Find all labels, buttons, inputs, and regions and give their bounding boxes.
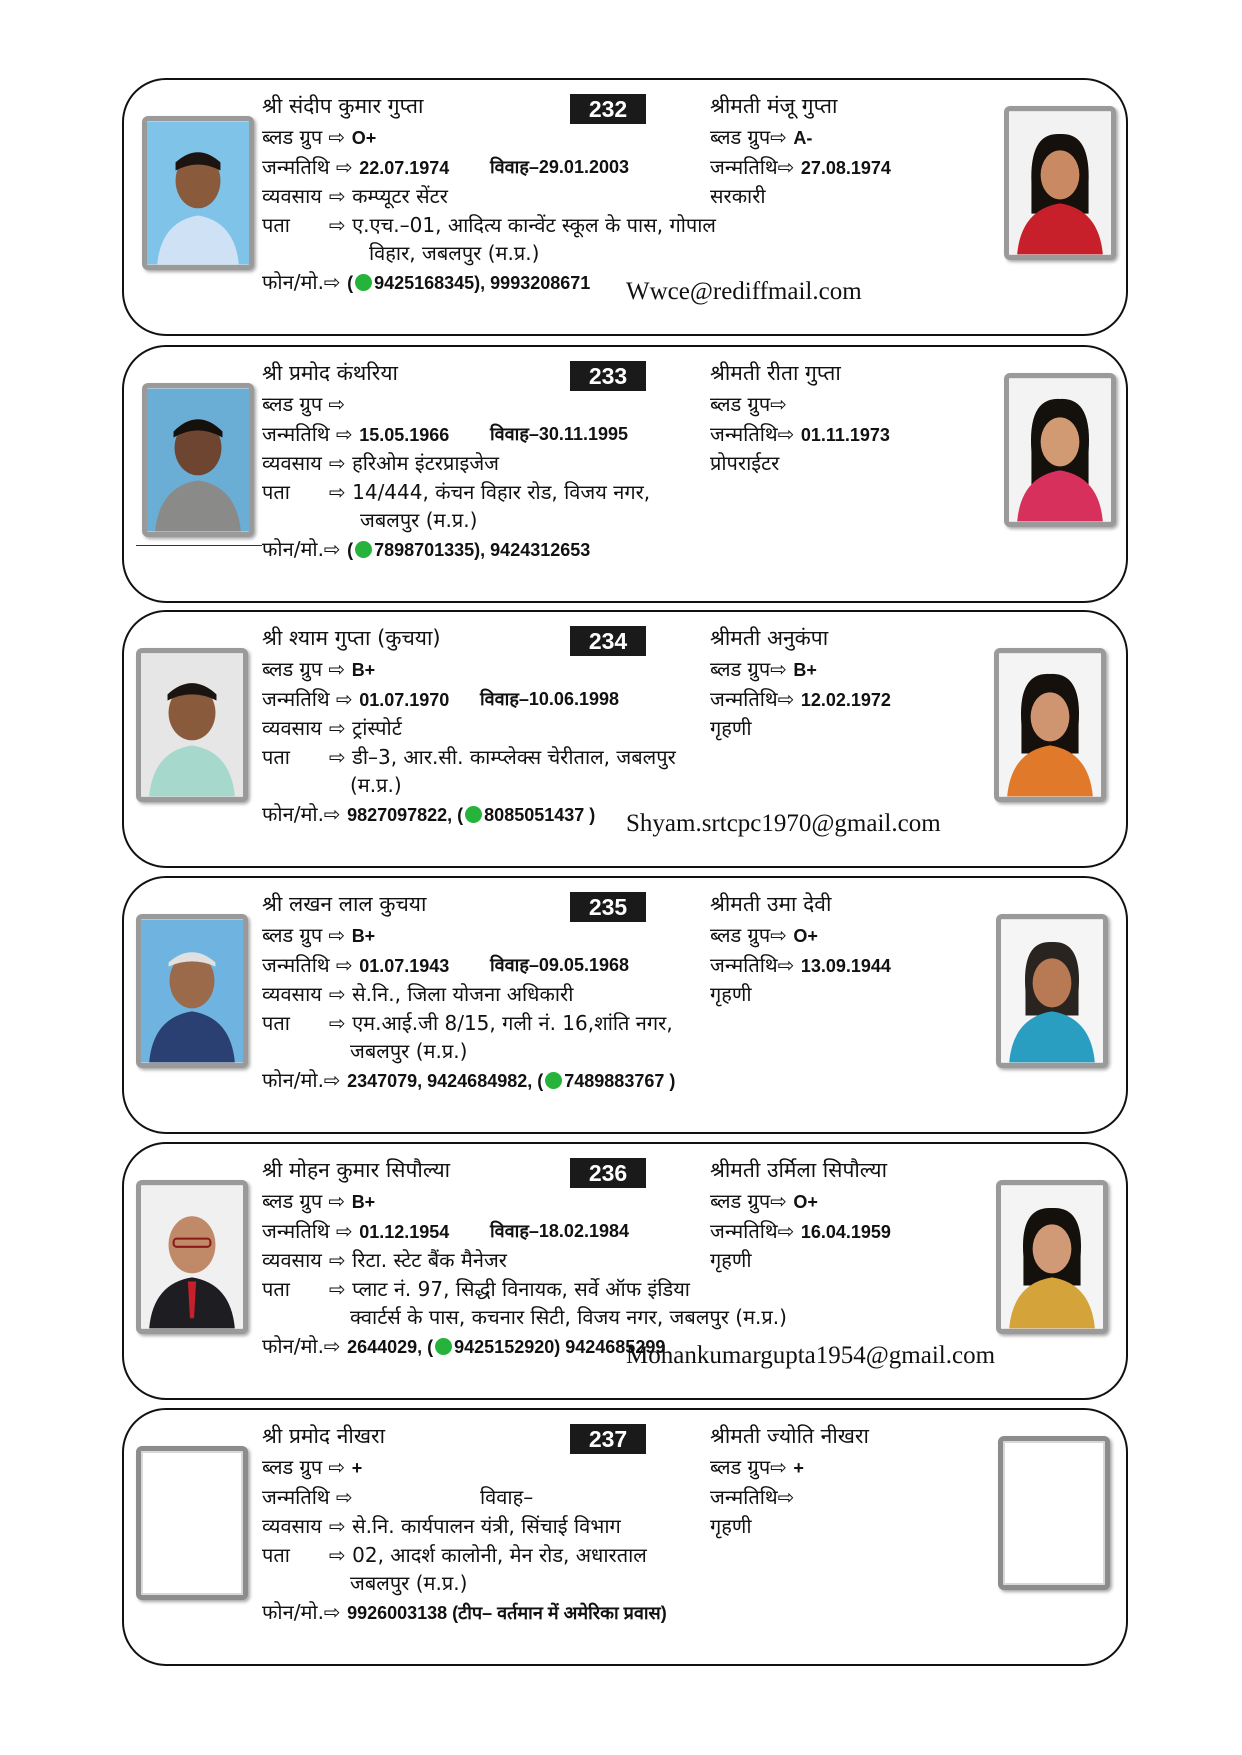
marriage-date: विवाह–30.11.1995 — [490, 424, 629, 444]
husband-blood-group — [262, 392, 345, 417]
phone-row — [262, 1600, 667, 1625]
dob-label: जन्मतिथि⇨ — [710, 422, 795, 446]
address-line-1: ⇨ प्लाट नं. 97, सिद्धी विनायक, सर्वे ऑफ इंडिया — [329, 1277, 690, 1301]
husband-name: श्री श्याम गुप्ता (कुचया) — [262, 626, 441, 650]
member-number: 232 — [570, 94, 646, 124]
husband-photo-placeholder — [136, 1446, 248, 1600]
dob-value: 15.05.1966 — [359, 425, 450, 445]
wife-photo-placeholder — [998, 1436, 1110, 1590]
wife-name: श्रीमती मंजू गुप्ता — [710, 94, 838, 118]
dob-label: जन्मतिथि⇨ — [710, 1219, 795, 1243]
marriage-date: विवाह–29.01.2003 — [490, 157, 629, 177]
phone-post: 8085051437 ) — [484, 805, 596, 825]
blood-label: ब्लड ग्रुप ⇨ — [262, 392, 346, 416]
occupation-label: व्यवसाय — [262, 1248, 322, 1272]
husband-occupation: ⇨ कम्प्यूटर सेंटर — [329, 184, 448, 208]
dob-value: 01.07.1943 — [359, 956, 450, 976]
marriage-date: विवाह–10.06.1998 — [480, 689, 619, 709]
phone-label: फोन/मो.⇨ — [262, 802, 341, 826]
member-number: 233 — [570, 361, 646, 391]
husband-blood-group — [262, 125, 376, 150]
husband-name: श्री प्रमोद नीखरा — [262, 1424, 386, 1448]
dob-value: 16.04.1959 — [800, 1222, 891, 1242]
phone-post: 7898701335), 9424312653 — [374, 540, 591, 560]
blood-label: ब्लड ग्रुप ⇨ — [262, 1455, 346, 1479]
wife-photo — [996, 1180, 1108, 1334]
phone-row — [262, 270, 590, 295]
marriage-date: विवाह– — [480, 1485, 534, 1509]
husband-dob — [262, 155, 449, 180]
email: Mohankumargupta1954@gmail.com — [626, 1342, 996, 1369]
phone-label: फोन/मो.⇨ — [262, 1334, 341, 1358]
blood-value: O+ — [793, 1192, 818, 1212]
member-number: 235 — [570, 892, 646, 922]
wife-blood-group — [710, 1455, 804, 1480]
husband-dob — [262, 1219, 449, 1244]
marriage-date: विवाह–09.05.1968 — [490, 955, 629, 975]
blood-value: O+ — [351, 128, 377, 148]
phone-post: 9425152920) 9424685299 — [454, 1337, 666, 1357]
address-line-1: ⇨ 02, आदर्श कालोनी, मेन रोड, अधारताल — [329, 1543, 647, 1567]
address-label: पता — [262, 1277, 290, 1301]
address-line-2: क्वार्टर्स के पास, कचनार सिटी, विजय नगर, जबलपुर (म.प्र.) — [350, 1305, 787, 1329]
occupation-label: व्यवसाय — [262, 184, 322, 208]
wife-photo — [994, 648, 1106, 802]
dob-value: 13.09.1944 — [800, 956, 891, 976]
address-line-2: विहार, जबलपुर (म.प्र.) — [369, 241, 540, 265]
occupation-label: व्यवसाय — [262, 982, 322, 1006]
wife-blood-group — [710, 1189, 818, 1214]
dob-label: जन्मतिथि⇨ — [710, 1485, 795, 1509]
wife-photo — [996, 914, 1108, 1068]
wife-blood-group — [710, 392, 787, 417]
wife-name: श्रीमती रीता गुप्ता — [710, 361, 841, 385]
wife-photo — [1004, 106, 1116, 260]
wife-blood-group — [710, 125, 812, 150]
wife-blood-group — [710, 657, 817, 682]
address-line-2: जबलपुर (म.प्र.) — [350, 1571, 468, 1595]
dob-label: जन्मतिथि ⇨ — [262, 155, 353, 179]
phone-label: फोन/मो.⇨ — [262, 1600, 341, 1624]
blood-label: ब्लड ग्रुप ⇨ — [262, 1189, 346, 1213]
blood-value: B+ — [351, 1192, 376, 1212]
husband-photo — [136, 648, 248, 802]
whatsapp-icon — [465, 806, 482, 823]
occupation-label: व्यवसाय — [262, 716, 322, 740]
blood-label: ब्लड ग्रुप ⇨ — [262, 923, 346, 947]
whatsapp-icon — [355, 274, 372, 291]
dob-value: 12.02.1972 — [800, 690, 891, 710]
member-card — [122, 1142, 1128, 1400]
wife-occupation: गृहणी — [710, 982, 752, 1006]
blood-label: ब्लड ग्रुप⇨ — [710, 1455, 787, 1479]
wife-occupation: गृहणी — [710, 1248, 752, 1272]
member-card — [122, 78, 1128, 336]
wife-occupation: गृहणी — [710, 716, 752, 740]
blood-label: ब्लड ग्रुप⇨ — [710, 923, 787, 947]
member-card — [122, 876, 1128, 1134]
wife-blood-group — [710, 923, 818, 948]
phone-pre: 2347079, 9424684982, ( — [347, 1071, 544, 1091]
husband-occupation: ⇨ रिटा. स्टेट बैंक मैनेजर — [329, 1248, 507, 1272]
wife-name: श्रीमती ज्योति नीखरा — [710, 1424, 869, 1448]
address-line-1: ⇨ डी–3, आर.सी. काम्प्लेक्स चेरीताल, जबलपुर — [329, 745, 676, 769]
dob-label: जन्मतिथि⇨ — [710, 687, 795, 711]
member-card — [122, 345, 1128, 603]
blood-label: ब्लड ग्रुप⇨ — [710, 657, 787, 681]
whatsapp-icon — [435, 1338, 452, 1355]
husband-dob — [262, 422, 449, 447]
dob-label: जन्मतिथि⇨ — [710, 953, 795, 977]
wife-dob — [710, 422, 890, 447]
address-line-2: (म.प्र.) — [350, 773, 402, 797]
phone-row — [262, 802, 595, 827]
whatsapp-icon — [355, 541, 372, 558]
member-number: 237 — [570, 1424, 646, 1454]
dob-value: 01.07.1970 — [359, 690, 450, 710]
husband-name: श्री लखन लाल कुचया — [262, 892, 427, 916]
blood-label: ब्लड ग्रुप⇨ — [710, 125, 787, 149]
marriage-date: विवाह–18.02.1984 — [490, 1221, 629, 1241]
husband-occupation: ⇨ से.नि., जिला योजना अधिकारी — [329, 982, 574, 1006]
address-line-1: ⇨ ए.एच.–01, आदित्य कान्वेंट स्कूल के पास, गोपाल — [329, 213, 716, 237]
husband-blood-group — [262, 1189, 375, 1214]
blood-label: ब्लड ग्रुप ⇨ — [262, 125, 346, 149]
occupation-label: व्यवसाय — [262, 451, 322, 475]
husband-photo — [142, 383, 254, 537]
address-line-2: जबलपुर (म.प्र.) — [360, 508, 478, 532]
wife-dob — [710, 687, 891, 712]
husband-blood-group — [262, 923, 375, 948]
husband-occupation: ⇨ से.नि. कार्यपालन यंत्री, सिंचाई विभाग — [329, 1514, 621, 1538]
blood-value: B+ — [793, 660, 817, 680]
member-number: 236 — [570, 1158, 646, 1188]
wife-photo — [1004, 373, 1116, 527]
blood-value: B+ — [351, 660, 376, 680]
blood-value: A- — [793, 128, 813, 148]
dob-label: जन्मतिथि⇨ — [710, 155, 795, 179]
husband-occupation: ⇨ हरिओम इंटरप्राइजेज — [329, 451, 500, 475]
wife-occupation: गृहणी — [710, 1514, 752, 1538]
phone-row — [262, 1068, 675, 1093]
email: Shyam.srtcpc1970@gmail.com — [626, 810, 941, 837]
divider — [136, 545, 262, 546]
member-card — [122, 1408, 1128, 1666]
wife-dob — [710, 1485, 794, 1509]
dob-label: जन्मतिथि ⇨ — [262, 953, 353, 977]
phone-row — [262, 1334, 665, 1359]
whatsapp-icon — [545, 1072, 562, 1089]
dob-value: 01.12.1954 — [359, 1222, 450, 1242]
phone-post: 7489883767 ) — [564, 1071, 676, 1091]
blood-value: O+ — [793, 926, 818, 946]
member-number: 234 — [570, 626, 646, 656]
dob-value: 22.07.1974 — [359, 158, 450, 178]
husband-dob — [262, 953, 449, 978]
address-label: पता — [262, 1011, 290, 1035]
blood-label: ब्लड ग्रुप⇨ — [710, 392, 787, 416]
dob-value: 27.08.1974 — [800, 158, 891, 178]
blood-label: ब्लड ग्रुप ⇨ — [262, 657, 346, 681]
occupation-label: व्यवसाय — [262, 1514, 322, 1538]
husband-blood-group — [262, 1455, 362, 1480]
blood-label: ब्लड ग्रुप⇨ — [710, 1189, 787, 1213]
husband-blood-group — [262, 657, 375, 682]
address-line-2: जबलपुर (म.प्र.) — [350, 1039, 468, 1063]
address-label: पता — [262, 213, 290, 237]
wife-dob — [710, 1219, 891, 1244]
blood-value: + — [793, 1458, 804, 1478]
blood-value: + — [351, 1458, 363, 1478]
husband-photo — [142, 116, 254, 270]
phone-label: फोन/मो.⇨ — [262, 1068, 341, 1092]
phone-label: फोन/मो.⇨ — [262, 270, 341, 294]
wife-name: श्रीमती उमा देवी — [710, 892, 832, 916]
blood-value: B+ — [351, 926, 376, 946]
wife-name: श्रीमती उर्मिला सिपौल्या — [710, 1158, 888, 1182]
address-label: पता — [262, 480, 290, 504]
wife-occupation: प्रोपराईटर — [710, 451, 780, 475]
husband-photo — [136, 914, 248, 1068]
address-label: पता — [262, 745, 290, 769]
wife-occupation: सरकारी — [710, 184, 766, 208]
dob-label: जन्मतिथि ⇨ — [262, 422, 353, 446]
phone-pre: 2644029, ( — [347, 1337, 434, 1357]
dob-label: जन्मतिथि ⇨ — [262, 687, 353, 711]
dob-label: जन्मतिथि ⇨ — [262, 1219, 353, 1243]
email: Wwce@rediffmail.com — [626, 278, 862, 305]
phone-label: फोन/मो.⇨ — [262, 537, 341, 561]
wife-dob — [710, 155, 891, 180]
address-label: पता — [262, 1543, 290, 1567]
phone-pre: 9827097822, ( — [347, 805, 464, 825]
dob-value: 01.11.1973 — [800, 425, 890, 445]
husband-dob — [262, 687, 449, 712]
dob-label: जन्मतिथि ⇨ — [262, 1485, 353, 1509]
husband-name: श्री संदीप कुमार गुप्ता — [262, 94, 424, 118]
husband-name: श्री प्रमोद कंथरिया — [262, 361, 398, 385]
member-card — [122, 610, 1128, 868]
husband-name: श्री मोहन कुमार सिपौल्या — [262, 1158, 451, 1182]
husband-photo — [136, 1180, 248, 1334]
husband-occupation: ⇨ ट्रांस्पोर्ट — [329, 716, 402, 740]
wife-dob — [710, 953, 891, 978]
wife-name: श्रीमती अनुकंपा — [710, 626, 829, 650]
phone-pre: ( — [347, 540, 354, 560]
phone-post: 9425168345), 9993208671 — [374, 273, 591, 293]
husband-dob — [262, 1485, 353, 1510]
phone-row — [262, 537, 590, 562]
phone-pre: ( — [347, 273, 354, 293]
address-line-1: ⇨ एम.आई.जी 8/15, गली नं. 16,शांति नगर, — [329, 1011, 673, 1035]
phone-pre: 9926003138 (टीप– वर्तमान में अमेरिका प्रवास) — [347, 1603, 667, 1623]
address-line-1: ⇨ 14/444, कंचन विहार रोड, विजय नगर, — [329, 480, 651, 504]
